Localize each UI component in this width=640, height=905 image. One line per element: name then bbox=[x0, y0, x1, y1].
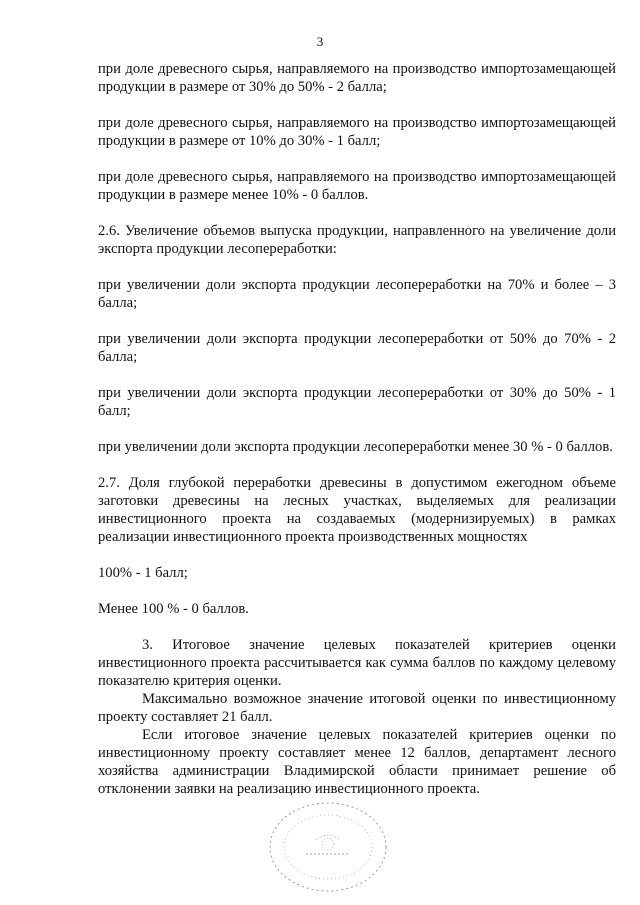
paragraph-rejection-rule: Если итоговое значение целевых показателей критериев оценки по инвестиционному проекту составляет менее 12 баллов, департамент лесного хозяйства администрации Владимирской области принимает решение об отклонении заявки на реализацию инвестиционного проекта. bbox=[98, 727, 616, 797]
paragraph-export-30-50: при увеличении доли экспорта продукции лесопереработки от 30% до 50% - 1 балл; bbox=[98, 385, 616, 419]
document-body bbox=[98, 60, 616, 798]
paragraph-export-70-plus: при увеличении доли экспорта продукции лесопереработки на 70% и более – 3 балла; bbox=[98, 277, 616, 311]
paragraph-export-50-70: при увеличении доли экспорта продукции лесопереработки от 50% до 70% - 2 балла; bbox=[98, 331, 616, 365]
section-3-paragraph: 3. Итоговое значение целевых показателей критериев оценки инвестиционного проекта рассчитывается как сумма баллов по каждому целевому показателю критерия оценки. bbox=[98, 637, 616, 689]
paragraph-less-100-percent: Менее 100 % - 0 баллов. bbox=[98, 601, 249, 617]
page-number: 3 bbox=[316, 34, 324, 49]
paragraph-100-percent: 100% - 1 балл; bbox=[98, 565, 188, 581]
official-seal-stamp bbox=[258, 792, 398, 892]
paragraph-max-score: Максимально возможное значение итоговой оценки по инвестиционному проекту составляет 21 балл. bbox=[98, 691, 616, 725]
paragraph-export-less-30: при увеличении доли экспорта продукции лесопереработки менее 30 % - 0 баллов. bbox=[98, 439, 613, 455]
paragraph-criterion-10-30: при доле древесного сырья, направляемого на производство импортозамещающей продукции в размере от 10% до 30% - 1 балл; bbox=[98, 115, 616, 149]
section-2-6-heading: 2.6. Увеличение объемов выпуска продукции, направленного на увеличение доли экспорта продукции лесопереработки: bbox=[98, 223, 616, 257]
paragraph-criterion-30-50: при доле древесного сырья, направляемого на производство импортозамещающей продукции в размере от 30% до 50% - 2 балла; bbox=[98, 61, 616, 95]
section-2-7-heading: 2.7. Доля глубокой переработки древесины в допустимом ежегодном объеме заготовки древесины на лесных участках, выделяемых для реализации инвестиционного проекта на создаваемых (модернизируемых) в рамках реализации инвестиционного проекта производственных мощностях bbox=[98, 475, 616, 545]
paragraph-criterion-less-10: при доле древесного сырья, направляемого на производство импортозамещающей продукции в размере менее 10% - 0 баллов. bbox=[98, 169, 616, 203]
